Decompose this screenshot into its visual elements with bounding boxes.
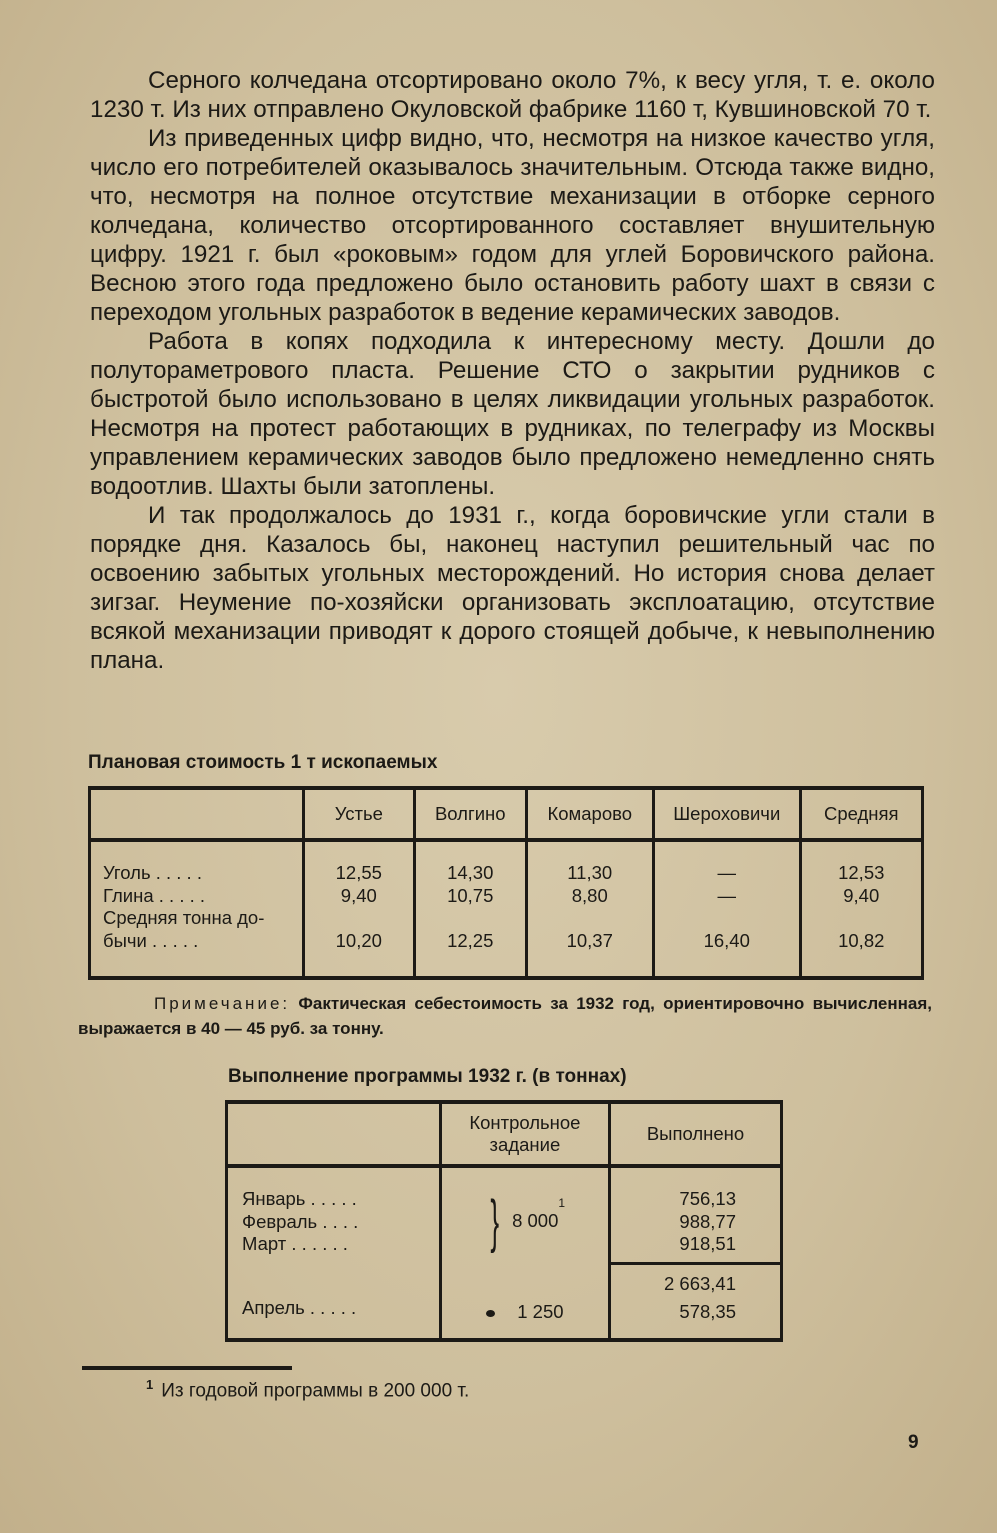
footnote-ref: 1 [558, 1196, 566, 1210]
table-cell: 11,30 [567, 862, 613, 883]
paragraph-1: Серного колчедана отсортировано около 7%, к весу угля, т. е. около 1230 т. Из них отправлено Окуловской фабрике 1160 т, Кувшиновской 70 т. [90, 67, 935, 123]
april-target-cell [440, 1263, 609, 1340]
total-cell [609, 1263, 781, 1340]
table-cell: 12,55 [335, 862, 382, 883]
column-average [800, 840, 922, 978]
table-cell: 10,82 [838, 929, 885, 951]
ink-dot-icon [486, 1310, 495, 1317]
quarter-target: 8 000 [512, 1209, 559, 1231]
done-value: 918,51 [679, 1233, 736, 1254]
done-value: 756,13 [679, 1188, 736, 1209]
paragraph-3: Работа в копях подходила к интересному месту. Дошли до полутораметрового пласта. Решение СТО о закрытии рудников с быстротой было использовано в целях ликвидации угольных разработок. Несмотря на протест работающих в рудниках, по телеграфу из Москвы управлением керамических заводов было предложено немедленно снять водоотлив. Шахты были затоплены. [90, 328, 935, 500]
table-row [227, 1166, 782, 1263]
column-volgino [414, 840, 526, 978]
table-cell: 10,37 [566, 929, 613, 951]
table-cell: — [717, 884, 736, 906]
note-prefix: Примечание: [154, 994, 291, 1013]
cost-table-body [90, 840, 923, 978]
table-cell: 16,40 [703, 929, 750, 951]
table-cell: — [717, 862, 736, 883]
cost-table-header-cell: Волгино [414, 788, 526, 840]
body-text [90, 66, 935, 675]
column-komarovo [526, 840, 653, 978]
quarter-total: 2 663,41 [663, 1272, 736, 1294]
table-cell: 8,80 [571, 884, 608, 906]
april-target: 1 250 [517, 1301, 564, 1322]
brace-icon: } [490, 1189, 499, 1254]
month-label: Март . . . . . . [242, 1233, 348, 1254]
row-label: бычи . . . . . [103, 929, 199, 951]
paragraph-2: Из приведенных цифр видно, что, несмотря на низкое качество угля, число его потребителей оказывалось значительным. Отсюда также видно, что, несмотря на полное отсутствие механизации в отборке серного колчедана, количество отсортированного составляет внушительную цифру. 1921 г. был «роковым» годом для углей Боровичского района. Весною этого года предложено было остановить работу шахт в связи с переходом угольных разработок в ведение керамических заводов. [90, 125, 935, 326]
program-table-header [227, 1102, 782, 1166]
month-label: Январь . . . . . [242, 1188, 357, 1209]
table-cell: 14,30 [447, 862, 494, 883]
table2-caption: Выполнение программы 1932 г. (в тоннах) [228, 1066, 627, 1087]
footnote-text: Из годовой программы в 200 000 т. [161, 1380, 470, 1402]
cost-table [88, 786, 924, 980]
table-note [78, 991, 932, 1041]
cost-table-header-cell: Средняя [800, 788, 922, 840]
table1-caption: Плановая стоимость 1 т ископаемых [88, 752, 438, 773]
footnote [146, 1377, 469, 1402]
table-cell: 12,53 [838, 862, 885, 883]
footnote-mark: 1 [146, 1377, 154, 1392]
cost-table-header-cell [90, 788, 304, 840]
row-label: Глина . . . . . [103, 884, 206, 906]
paragraph-4: И так продолжалось до 1931 г., когда боровичские угли стали в порядке дня. Казалось бы, наконец наступил решительный час по освоению забытых угольных месторождений. Но история снова делает зигзаг. Неумение по-хозяйски организовать эксплоатацию, отсутствие всякой механизации приводят к дорого стоящей добыче, к невыполнению плана. [90, 502, 935, 674]
quarter-target-cell [440, 1166, 609, 1263]
table-cell: 12,25 [447, 929, 494, 951]
page-number: 9 [908, 1432, 919, 1453]
row-label: Средняя тонна до- [103, 907, 265, 928]
cost-table-header-cell: Комарово [526, 788, 653, 840]
row-label: Уголь . . . . . [103, 862, 202, 883]
done-value: 988,77 [679, 1210, 736, 1232]
footnote-rule [82, 1366, 292, 1370]
months-cell [227, 1166, 441, 1340]
cost-table-header-cell: Шероховичи [653, 788, 800, 840]
table-cell: 9,40 [340, 884, 377, 906]
column-ustye [303, 840, 414, 978]
header-control-task: Контрольное задание [440, 1102, 609, 1166]
program-table [225, 1100, 783, 1342]
month-label: Апрель . . . . . [242, 1296, 357, 1318]
month-label: Февраль . . . . [242, 1210, 359, 1232]
cost-table-header-cell: Устье [303, 788, 414, 840]
header-done: Выполнено [609, 1102, 781, 1166]
done-cell [609, 1166, 781, 1263]
row-labels-cell [90, 840, 304, 978]
cost-table-header [90, 788, 923, 840]
table-cell: 10,75 [447, 884, 494, 906]
note-text: Фактическая себестоимость за 1932 год, ориентировочно вычисленная, выражается в 40 — 45 руб. за тонну. [78, 994, 932, 1038]
april-done: 578,35 [679, 1301, 736, 1322]
column-sherokhovichi [653, 840, 800, 978]
table-cell: 9,40 [843, 884, 880, 906]
table-cell: 10,20 [335, 929, 382, 951]
